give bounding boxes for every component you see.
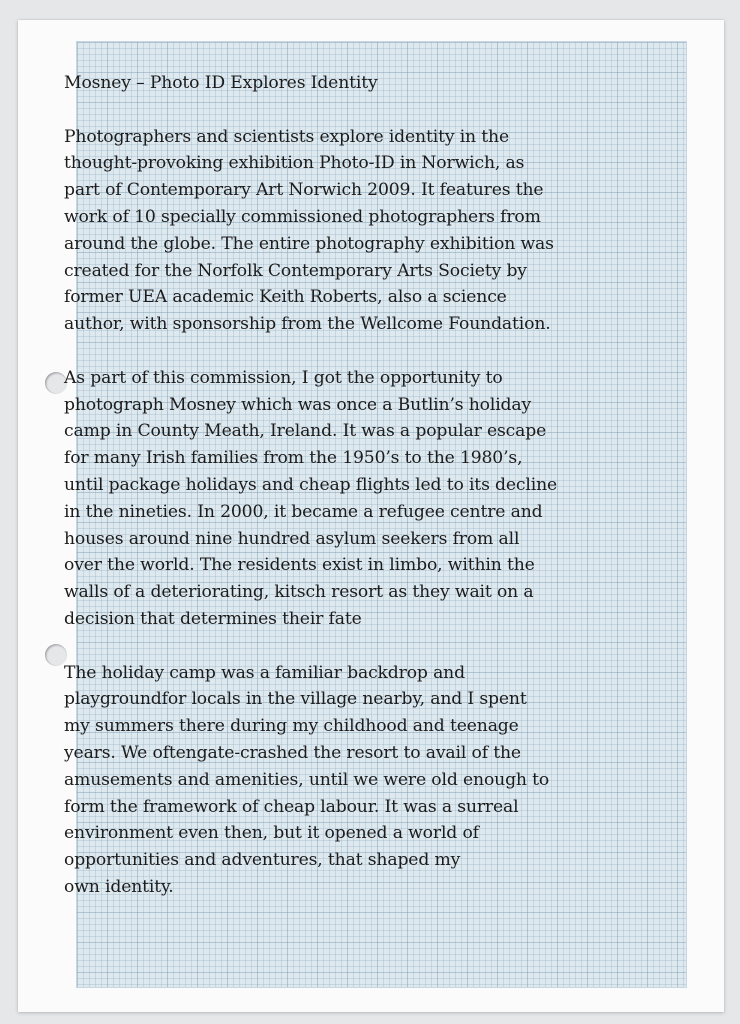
document-text <box>64 70 676 901</box>
document-title: Mosney – Photo ID Explores Identity <box>64 73 378 93</box>
paragraph-exhibition: Photographers and scientists explore identity in the thought-provoking exhibition Photo-ID in Norwich, as part of Contemporary Art Norwich 2009. It features the work of 10 specially commissioned photographers from around the globe. The entire photography exhibition was created for the Norfolk Contemporary Arts Society by former UEA academic Keith Roberts, also a science author, with sponsorship from the Wellcome Foundation. <box>64 126 554 335</box>
paragraph-personal: The holiday camp was a familiar backdrop and playgroundfor locals in the village nearby, and I spent my summers there during my childhood and teenage years. We oftengate-crashed the resort to avail of the amusements and amenities, until we were old enough to form the framework of cheap labour. It was a surreal environment even then, but it opened a world of opportunities and adventures, that shaped my own identity. <box>64 662 550 897</box>
paragraph-mosney-history: As part of this commission, I got the opportunity to photograph Mosney which was once a Butlin’s holiday camp in County Meath, Ireland. It was a popular escape for many Irish families from the 1950’s to the 1980’s, until package holidays and cheap flights led to its decline in the nineties. In 2000, it became a refugee centre and houses around nine hundred asylum seekers from all over the world. The residents exist in limbo, within the walls of a deteriorating, kitsch resort as they wait on a decision that determines their fate <box>64 367 558 629</box>
